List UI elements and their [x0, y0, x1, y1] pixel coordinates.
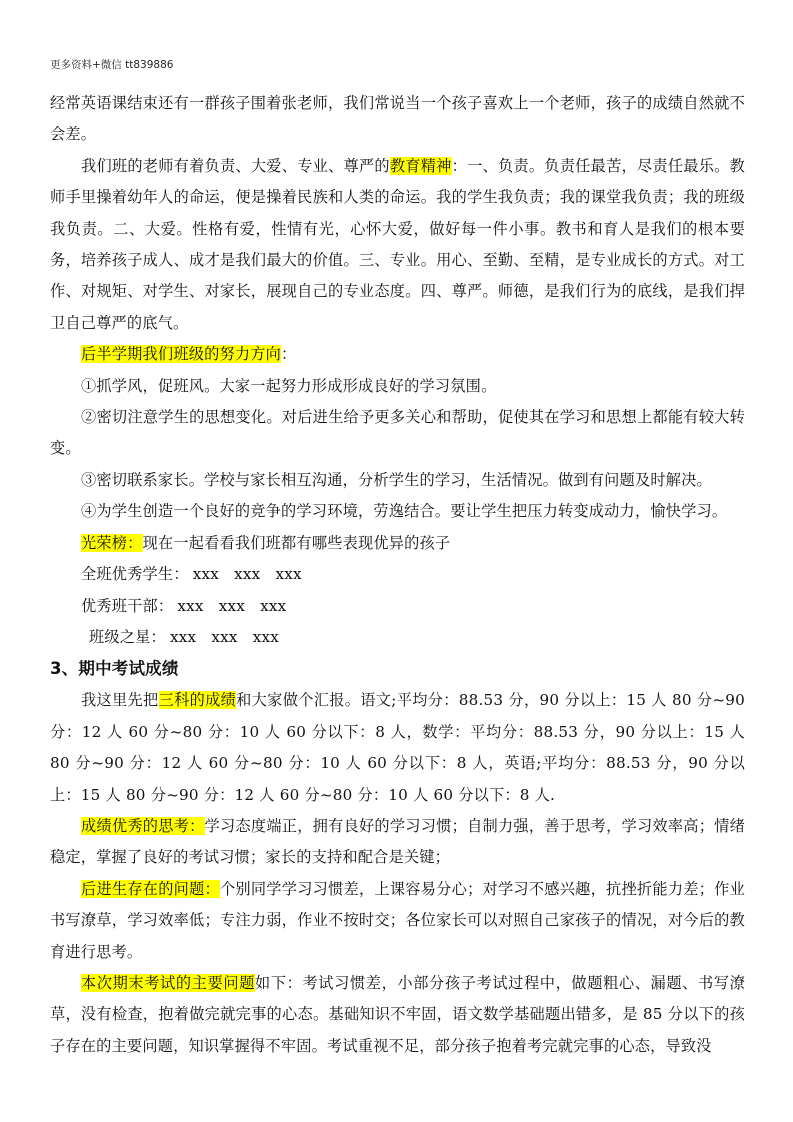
honor-row-names: xxx xxx xxx: [169, 627, 279, 646]
honor-roll-title: 光荣榜：: [81, 533, 143, 552]
score-report-prefix: 我这里先把: [81, 691, 159, 710]
paragraph-education-spirit: [50, 151, 745, 339]
honor-row-names: xxx xxx xxx: [177, 596, 287, 615]
paragraph-final-exam-problems: [50, 968, 745, 1062]
education-spirit-body: ：一、负责。负责任最苦，尽责任最乐。教师手里操着幼年人的命运，便是操着民族和人类的命运。我的学生我负责；我的课堂我负责；我的班级我负责。二、大爱。性格有爱，性情有光，心怀大爱，做好每一件小事。教书和育人是我们的根本要务，培养孩子成人、成才是我们最大的价值。三、专业。用心、至勤、至精，是专业成长的方式。对工作、对规矩、对学生、对家长，展现自己的专业态度。四、尊严。师德，是我们行为的底线，是我们捍卫自己尊严的底气。: [50, 156, 745, 332]
honor-row-label: 班级之星：: [89, 627, 166, 646]
struggling-problems-title: 后进生存在的问题：: [81, 879, 220, 898]
honor-row-excellent-students: [50, 559, 745, 590]
final-exam-problems-body: 如下：考试习惯差，小部分孩子考试过程中，做题粗心、漏题、书写潦草，没有检查，抱着做完就完事的心态。基础知识不牢固，语文数学基础题出错多，是 85 分以下的孩子存在的主要问题，知识掌握得不牢固。考试重视不足，部分孩子抱着考完就完事的心态，导致没: [50, 973, 746, 1055]
effort-item: ①抓学风，促班风。大家一起努力形成形成良好的学习氛围。: [81, 376, 497, 395]
paragraph-score-report: [50, 685, 745, 811]
excellent-reflection-title: 成绩优秀的思考：: [81, 816, 205, 835]
score-report-highlight: 三科的成绩: [158, 691, 237, 710]
effort-direction-colon: ：: [281, 345, 297, 364]
section-heading-midterm-scores: 3、期中考试成绩: [50, 659, 179, 679]
score-report-body: 和大家做个汇报。语文;平均分：88.53 分，90 分以上：15 人 80 分~90 分：12 人 60 分~80 分：10 人 60 分以下：8 人，数学：平均分：88.53 分，90 分以上：15 人 80 分~90 分：12 人 60 分~80 分：10 人 60 分以下：8 人，英语;平均分：88.53 分，90 分以上：15 人 80 分~90 分：12 人 60 分~80 分：10 人 60 分以下：8 人.: [50, 691, 746, 804]
paragraph-struggling-problems: [50, 874, 745, 968]
final-exam-problems-title: 本次期末考试的主要问题: [81, 973, 256, 992]
paragraph-excellent-reflection: [50, 811, 745, 874]
document-body: [50, 88, 745, 1062]
honor-row-class-stars: [50, 622, 745, 653]
education-spirit-highlight: 教育精神: [389, 156, 452, 175]
honor-row-class-cadres: [50, 591, 745, 622]
page-header: 更多资料+微信 tt839886: [50, 59, 174, 71]
effort-direction-title: 后半学期我们班级的努力方向: [81, 345, 282, 364]
honor-roll-text: 现在一起看看我们班都有哪些表现优异的孩子: [142, 533, 451, 552]
honor-row-label: 全班优秀学生：: [81, 565, 189, 584]
honor-row-label: 优秀班干部：: [81, 596, 174, 615]
excellent-reflection-body: 学习态度端正，拥有良好的学习习惯；自制力强，善于思考，学习效率高；情绪稳定，掌握了良好的考试习惯；家长的支持和配合是关键；: [50, 816, 745, 867]
effort-direction-heading: [50, 339, 745, 370]
honor-roll-intro: [50, 528, 745, 559]
struggling-problems-body: 个别同学学习习惯差，上课容易分心；对学习不感兴趣，抗挫折能力差；作业书写潦草，学习效率低；专注力弱，作业不按时交；各位家长可以对照自己家孩子的情况，对今后的教育进行思考。: [50, 879, 745, 961]
education-spirit-prefix: 我们班的老师有着负责、大爱、专业、尊严的: [81, 156, 390, 175]
effort-item: ②密切注意学生的思想变化。对后进生给予更多关心和帮助，促使其在学习和思想上都能有较大转变。: [50, 408, 745, 458]
honor-row-names: xxx xxx xxx: [192, 565, 302, 584]
effort-item: ③密切联系家长。学校与家长相互沟通，分析学生的学习，生活情况。做到有问题及时解决。: [81, 470, 712, 489]
effort-item: ④为学生创造一个良好的竞争的学习环境，劳逸结合。要让学生把压力转变成动力，愉快学习。: [81, 502, 728, 521]
paragraph-teacher-english: 经常英语课结束还有一群孩子围着张老师，我们常说当一个孩子喜欢上一个老师，孩子的成绩自然就不会差。: [50, 94, 745, 144]
